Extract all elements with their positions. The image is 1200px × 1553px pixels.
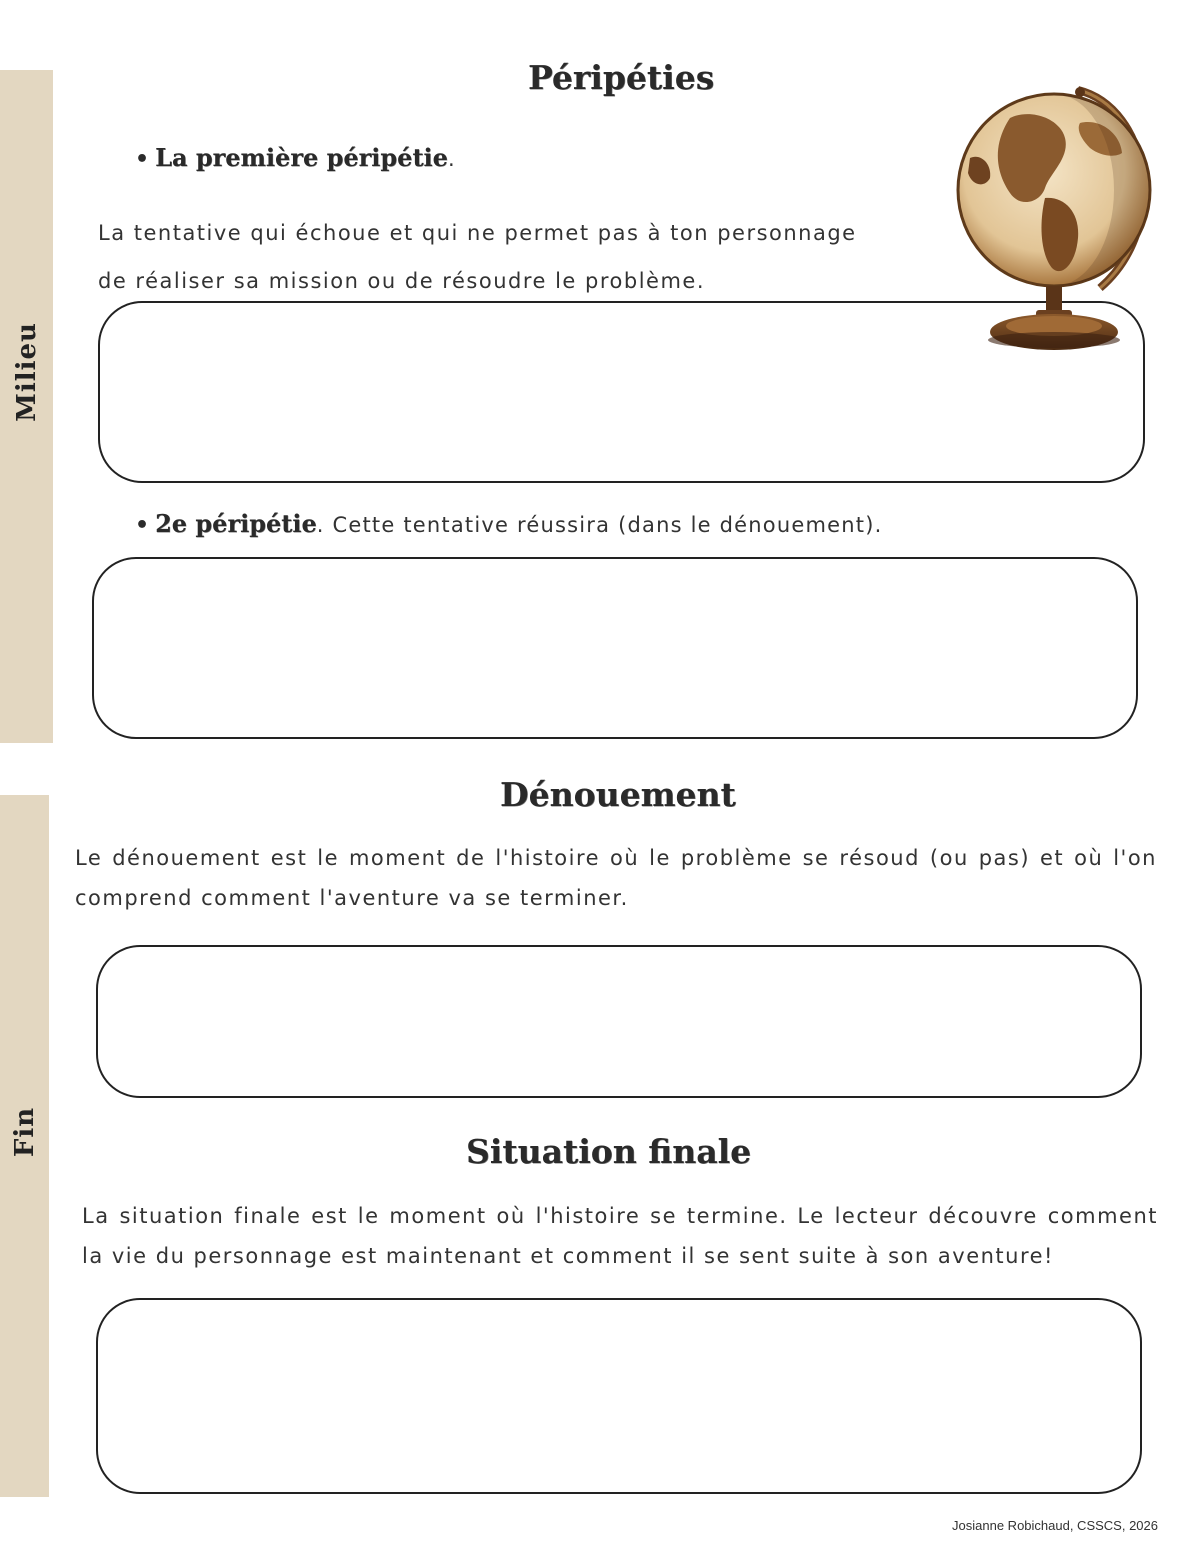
bullet-dot: • <box>135 147 150 172</box>
footer-credit: Josianne Robichaud, CSSCS, 2026 <box>952 1518 1158 1533</box>
peripeties-heading: Péripéties <box>528 58 715 97</box>
first-peripetie-suffix: . <box>447 147 456 171</box>
denouement-description: Le dénouement est le moment de l'histoire où le problème se résoud (ou pas) et où l'on comprend comment l'aventure va se terminer. <box>75 846 1157 910</box>
second-peripetie-bullet <box>135 509 883 538</box>
first-peripetie-description-line2: de réaliser sa mission ou de résoudre le problème. <box>98 269 706 293</box>
bullet-dot: • <box>135 513 150 538</box>
situation-finale-answer-box[interactable] <box>96 1298 1142 1494</box>
denouement-heading: Dénouement <box>500 775 736 814</box>
first-peripetie-bullet <box>135 143 456 172</box>
globe-illustration <box>950 78 1170 358</box>
denouement-answer-box[interactable] <box>96 945 1142 1098</box>
situation-finale-heading: Situation finale <box>466 1132 752 1171</box>
first-peripetie-description-line1: La tentative qui échoue et qui ne permet pas à ton personnage <box>98 221 857 245</box>
side-tab-milieu-label: Milieu <box>11 322 42 422</box>
side-tab-fin-label: Fin <box>9 1106 40 1158</box>
side-tab-milieu <box>0 70 53 743</box>
second-peripetie-title: 2e péripétie <box>155 509 317 538</box>
second-peripetie-suffix: . Cette tentative réussira (dans le dénouement). <box>316 513 883 537</box>
first-peripetie-title: La première péripétie <box>155 143 448 172</box>
second-peripetie-answer-box[interactable] <box>92 557 1138 739</box>
side-tab-fin <box>0 795 49 1497</box>
situation-finale-description: La situation finale est le moment où l'histoire se termine. Le lecteur découvre comment la vie du personnage est maintenant et comment il se sent suite à son aventure! <box>82 1204 1158 1268</box>
first-peripetie-description <box>98 209 898 305</box>
